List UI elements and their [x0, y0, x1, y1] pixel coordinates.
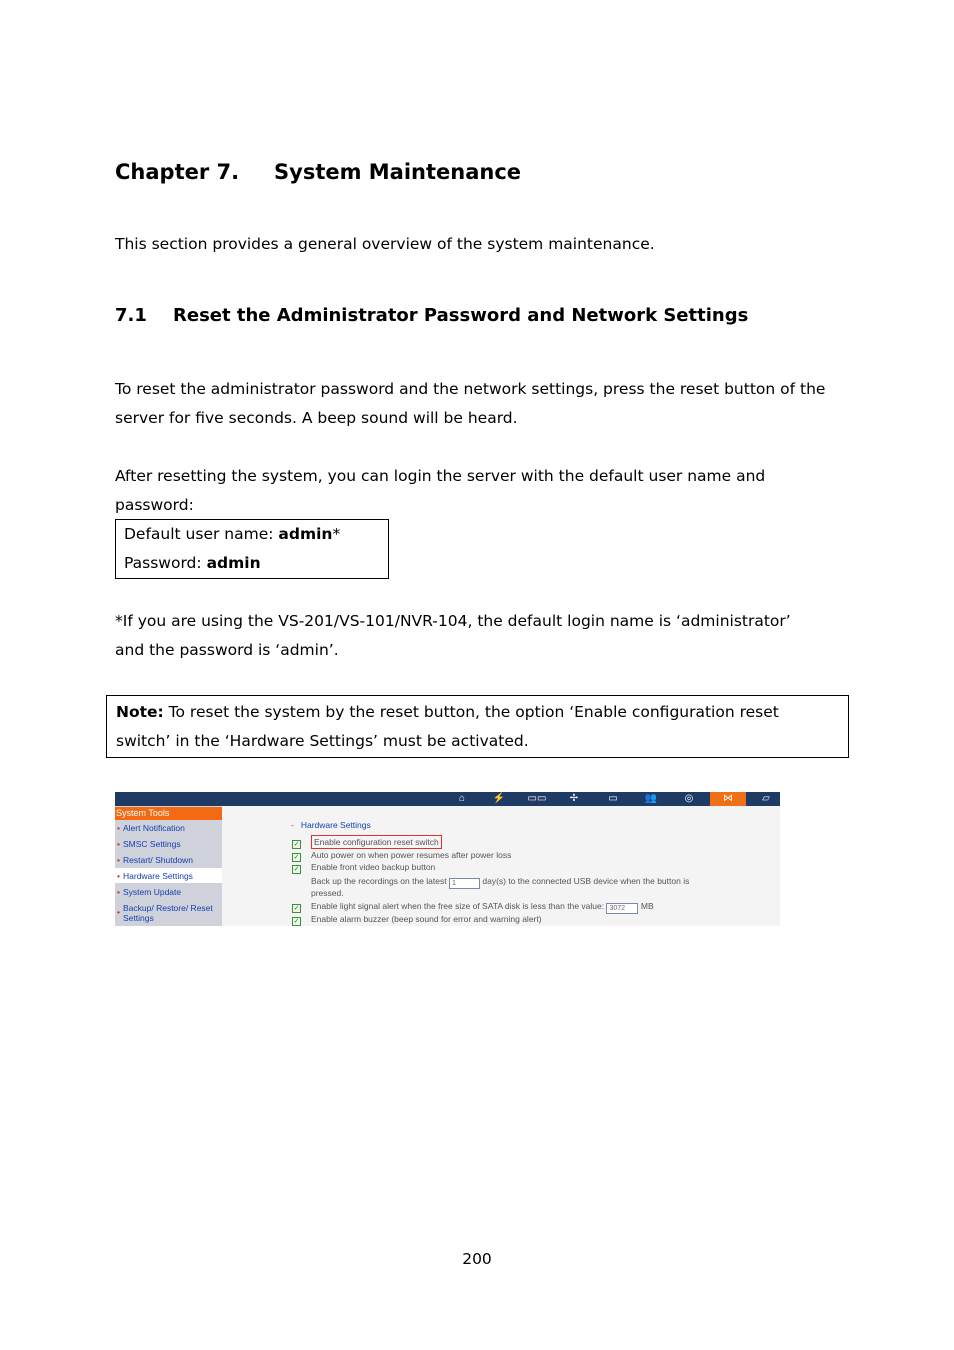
- checkbox-checked[interactable]: ✓: [293, 905, 300, 912]
- checkbox-checked[interactable]: ✓: [293, 854, 300, 861]
- option-label-highlighted: Enable configuration reset switch: [311, 835, 442, 849]
- system-tools-icon[interactable]: ⋈: [710, 792, 746, 806]
- free-size-input[interactable]: 3072: [606, 903, 638, 914]
- sidebar-item-backup-restore-reset[interactable]: • Backup/ Restore/ Reset Settings: [117, 903, 213, 923]
- device-icon[interactable]: ▭▭: [527, 793, 547, 804]
- note-box: [106, 695, 849, 758]
- home-icon[interactable]: ⌂: [458, 793, 466, 804]
- note-line-2: switch’ in the ‘Hardware Settings’ must be activated.: [116, 732, 529, 750]
- checkbox-checked[interactable]: ✓: [293, 866, 300, 873]
- user-suffix: *: [332, 525, 341, 543]
- option-backup-days-cont: [292, 888, 344, 898]
- option-config-reset-switch[interactable]: [292, 837, 442, 849]
- note-line-1: [116, 703, 779, 721]
- panel-title-text: Hardware Settings: [300, 820, 371, 830]
- section-number: 7.1: [115, 305, 147, 326]
- login-paragraph-line-2: password:: [115, 496, 194, 514]
- chapter-heading: [115, 160, 521, 184]
- settings-panel: [222, 806, 780, 926]
- chapter-number: Chapter 7.: [115, 160, 240, 184]
- backup-days-input[interactable]: 1: [449, 878, 480, 889]
- checkbox-checked[interactable]: ✓: [293, 841, 300, 848]
- option-label: Auto power on when power resumes after power loss: [311, 850, 512, 860]
- sidebar-item-label: Backup/ Restore/ Reset: [123, 903, 213, 913]
- sidebar-item-label: Restart/ Shutdown: [123, 855, 193, 865]
- user-value: admin: [278, 525, 333, 543]
- option-label: Back up the recordings on the latest: [311, 876, 447, 886]
- sidebar-item-label: Alert Notification: [123, 823, 185, 833]
- section-heading: [115, 305, 748, 326]
- password-line: [124, 554, 261, 572]
- disk-icon[interactable]: ▭: [608, 793, 618, 804]
- password-label: Password:: [124, 554, 207, 572]
- network-services-icon[interactable]: ✢: [569, 793, 579, 804]
- sidebar-title: System Tools: [115, 807, 222, 820]
- credentials-box: [115, 519, 389, 579]
- intro-paragraph: This section provides a general overview of the system maintenance.: [115, 235, 655, 253]
- option-label-cont: day(s) to the connected USB device when the button is: [482, 876, 690, 886]
- reset-paragraph-line-2: server for five seconds. A beep sound will be heard.: [115, 409, 518, 427]
- camera-icon[interactable]: ◎: [684, 793, 694, 804]
- unit-label: MB: [640, 901, 654, 911]
- users-icon[interactable]: 👥: [644, 793, 658, 804]
- option-label-cont: pressed.: [311, 888, 344, 898]
- reset-paragraph-line-1: To reset the administrator password and the network settings, press the reset button of the: [115, 380, 826, 398]
- sidebar-item-restart-shutdown[interactable]: • Restart/ Shutdown: [117, 855, 193, 865]
- user-label: Default user name:: [124, 525, 279, 543]
- top-toolbar: [115, 792, 780, 806]
- sidebar: [115, 806, 222, 926]
- sidebar-item-hardware-settings[interactable]: • Hardware Settings: [115, 868, 222, 883]
- option-alarm-buzzer[interactable]: [292, 914, 542, 926]
- option-backup-days: [292, 876, 689, 889]
- footnote-line-2: and the password is ‘admin’.: [115, 641, 339, 659]
- option-label: Enable light signal alert when the free size of SATA disk is less than the value:: [311, 901, 605, 911]
- note-text-1: To reset the system by the reset button, the option ‘Enable configuration reset: [163, 703, 779, 721]
- option-light-signal-alert[interactable]: [292, 901, 654, 914]
- sidebar-item-system-update[interactable]: • System Update: [117, 887, 182, 897]
- default-user-line: [124, 525, 340, 543]
- option-front-video-backup[interactable]: [292, 862, 435, 874]
- sidebar-item-label: Hardware Settings: [123, 871, 193, 881]
- log-icon[interactable]: ▱: [762, 793, 770, 804]
- option-label: Enable alarm buzzer (beep sound for error and warning alert): [311, 914, 542, 924]
- sidebar-item-label: System Update: [123, 887, 182, 897]
- panel-title: - Hardware Settings: [291, 820, 371, 830]
- footnote-line-1: *If you are using the VS-201/VS-101/NVR-104, the default login name is ‘administrator’: [115, 612, 791, 630]
- sidebar-item-label: SMSC Settings: [123, 839, 181, 849]
- chapter-title: System Maintenance: [274, 160, 522, 184]
- password-value: admin: [206, 554, 261, 572]
- sidebar-item-label-cont: Settings: [123, 913, 154, 923]
- note-label: Note:: [116, 703, 164, 721]
- section-title: Reset the Administrator Password and Network Settings: [173, 305, 749, 326]
- network-icon[interactable]: ⚡: [492, 793, 506, 804]
- hardware-settings-screenshot: [115, 792, 780, 926]
- sidebar-item-smsc-settings[interactable]: • SMSC Settings: [117, 839, 181, 849]
- checkbox-checked[interactable]: ✓: [293, 918, 300, 925]
- option-label: Enable front video backup button: [311, 862, 436, 872]
- option-auto-power-on[interactable]: [292, 850, 511, 862]
- sidebar-item-alert-notification[interactable]: • Alert Notification: [117, 823, 185, 833]
- page-number: 200: [462, 1250, 492, 1268]
- login-paragraph-line-1: After resetting the system, you can login the server with the default user name and: [115, 467, 766, 485]
